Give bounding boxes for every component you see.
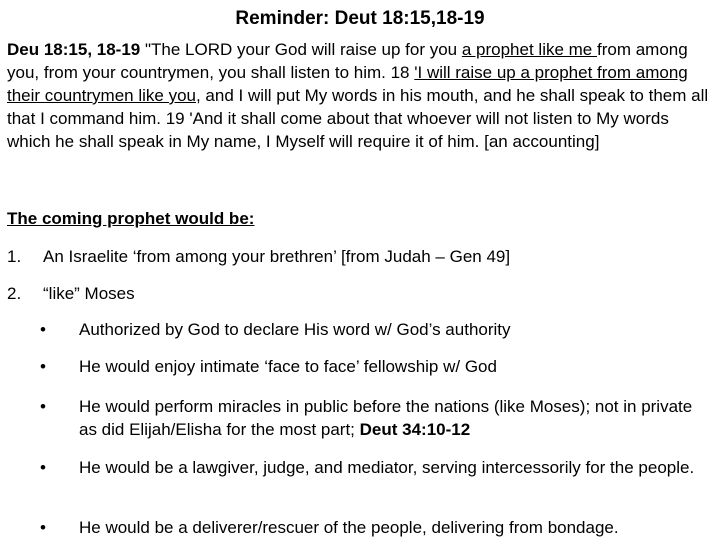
passage-underlined-1: a prophet like me [461, 40, 597, 59]
scripture-passage [7, 38, 715, 153]
bullet-text: He would be a lawgiver, judge, and mediator, serving intercessorily for the people. [79, 458, 695, 477]
passage-text-3: , and I will put My words in his mouth, and he shall speak to them all that I command him. 19 'And it shall come about that whoever will not listen to My words which he shall speak in My name, I Myself will require it of him. [an accounting] [7, 86, 709, 151]
item-number: 1. [7, 247, 22, 266]
bullet-dot: • [40, 320, 46, 339]
bullet-item [36, 318, 712, 341]
passage-text-2: from among you, from your countrymen, you shall listen to him. 18 [7, 40, 688, 82]
item-number: 2. [7, 284, 22, 303]
bullet-dot: • [40, 458, 46, 477]
bullet-item [36, 456, 712, 479]
bullet-text: Authorized by God to declare His word w/ God’s authority [79, 320, 511, 339]
bullet-dot: • [40, 397, 46, 416]
bullet-text: He would enjoy intimate ‘face to face’ fellowship w/ God [79, 357, 497, 376]
passage-reference: Deu 18:15, 18-19 [7, 40, 141, 59]
passage-text-1: "The LORD your God will raise up for you [140, 40, 462, 59]
bullet-item [36, 516, 712, 539]
bullet-item [36, 355, 712, 378]
item-text: “like” Moses [43, 284, 135, 303]
bullet-dot: • [40, 518, 46, 537]
bullet-dot: • [40, 357, 46, 376]
bullet-text: He would be a deliverer/rescuer of the people, delivering from bondage. [79, 518, 619, 537]
item-text: An Israelite ‘from among your brethren’ [from Judah – Gen 49] [43, 247, 511, 266]
bullet-reference: Deut 34:10-12 [359, 420, 471, 439]
slide-title: Reminder: Deut 18:15,18-19 [235, 8, 485, 29]
section-heading: The coming prophet would be: [7, 209, 255, 228]
bullet-item [36, 395, 712, 441]
bullet-text: He would perform miracles in public before the nations (like Moses); not in private as did Elijah/Elisha for the most part; [79, 397, 693, 439]
passage-underlined-2: 'I will raise up a prophet from among their countrymen like you [7, 63, 688, 105]
